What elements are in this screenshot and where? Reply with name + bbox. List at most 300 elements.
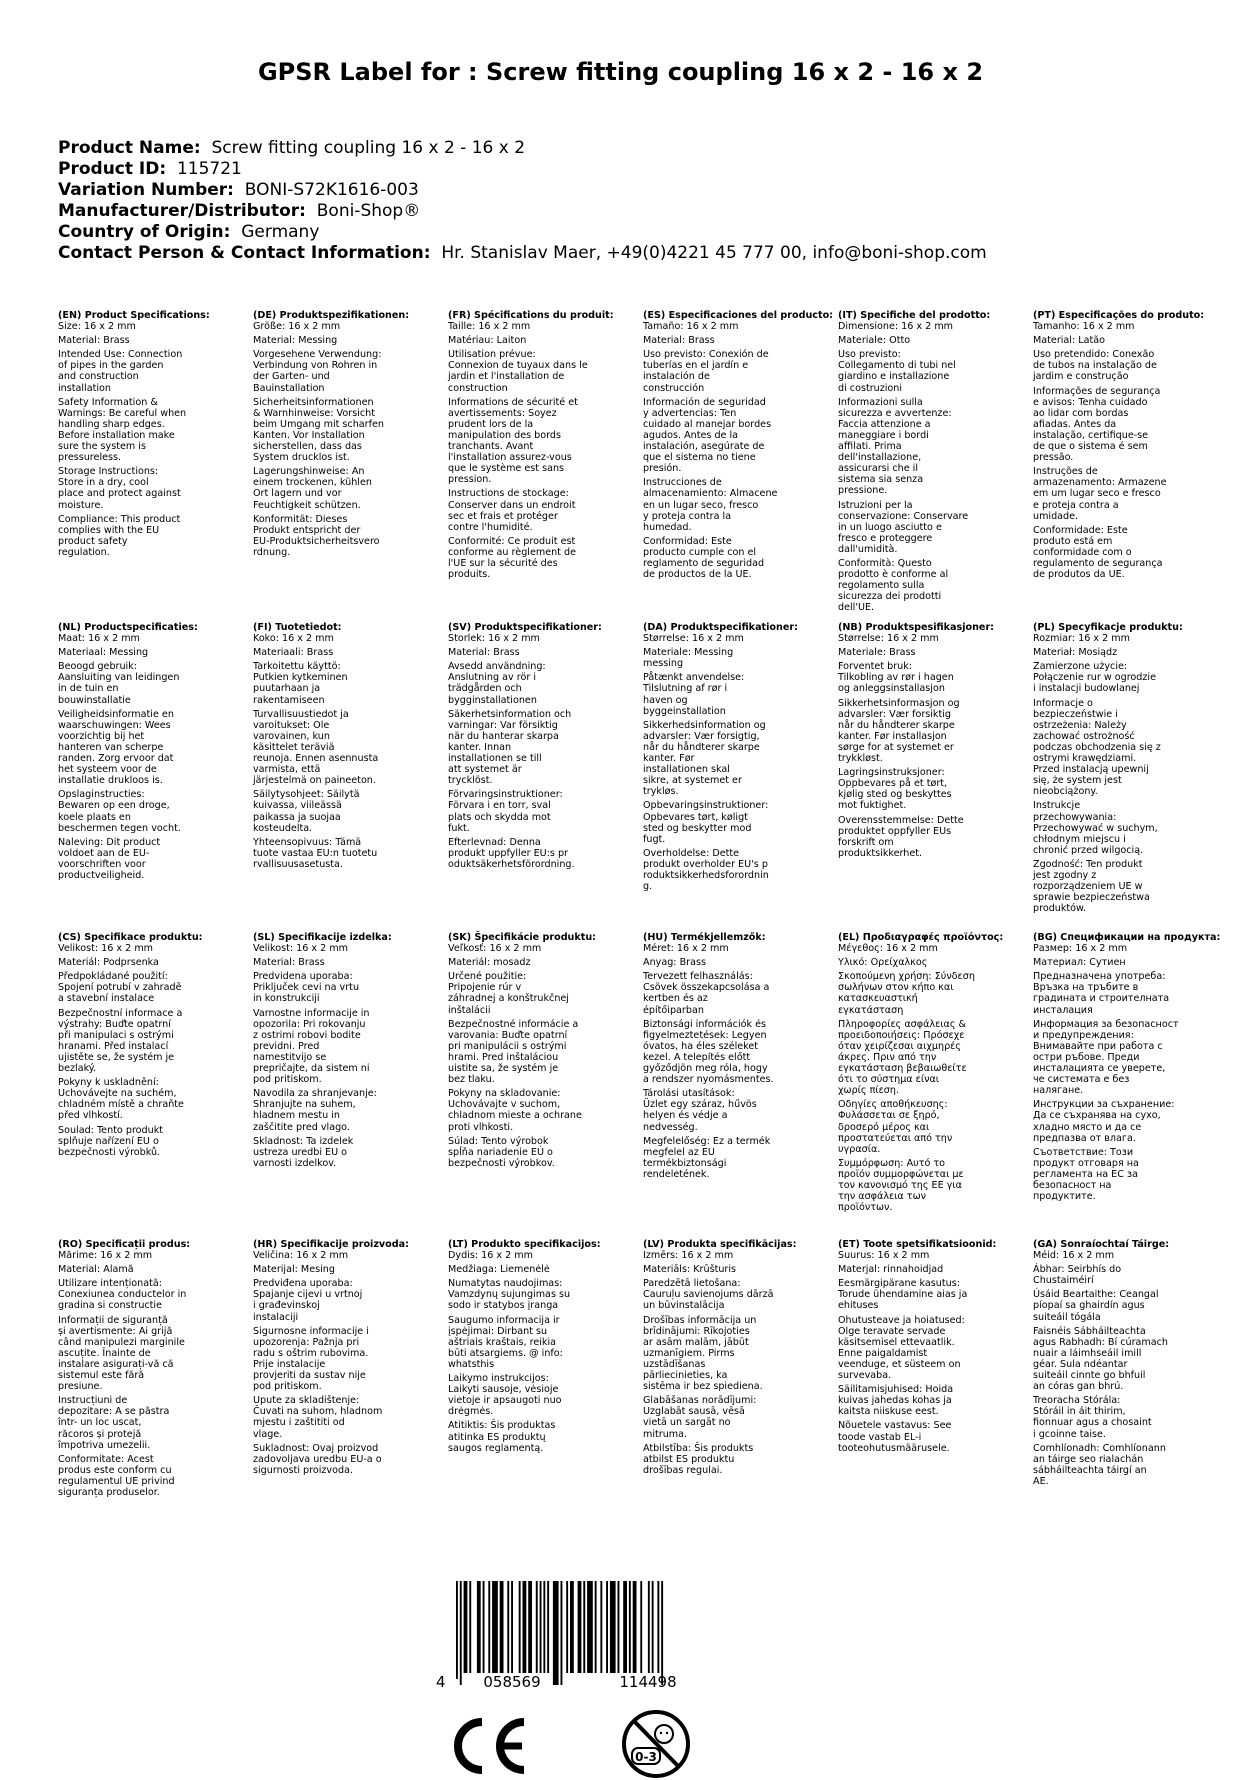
barcode-bar bbox=[540, 1581, 542, 1673]
spec-line: Eesmärgipärane kasutus: bbox=[838, 1278, 960, 1290]
spec-line: mjestu i zaštititi od bbox=[253, 1417, 345, 1429]
spec-line: Material: Messing bbox=[253, 335, 338, 347]
variation-number-value: BONI-S72K1616-003 bbox=[244, 180, 419, 200]
spec-line: Verbindung von Rohren in bbox=[253, 360, 378, 372]
spec-line: un būvinstalācija bbox=[643, 1300, 725, 1312]
spec-line: Predviđena uporaba: bbox=[253, 1278, 353, 1290]
spec-line: Naleving: Dit product bbox=[58, 836, 161, 848]
spec-line: Conformité: Ce produit est bbox=[448, 535, 576, 547]
manufacturer-label: Manufacturer/Distributor: bbox=[58, 201, 306, 221]
spec-line: Förvaringsinstruktioner: bbox=[448, 789, 563, 801]
spec-line: Dimensione: 16 x 2 mm bbox=[838, 321, 954, 333]
spec-line: Materjal: rinnahoidjad bbox=[838, 1264, 944, 1276]
spec-line: Torude ühendamine aias ja bbox=[838, 1289, 968, 1301]
spec-heading: (SV) Produktspecifikationer: bbox=[448, 622, 602, 633]
spec-line: installationen skal bbox=[643, 764, 730, 776]
spec-line: fresco e proteggere bbox=[838, 532, 933, 544]
spec-line: Informations de sécurité et bbox=[448, 396, 578, 408]
spec-line: produktów. bbox=[1033, 903, 1087, 915]
spec-line: Размер: 16 x 2 mm bbox=[1033, 943, 1128, 955]
spec-line: produkt uppfyller EU:s pr bbox=[448, 847, 569, 859]
spec-line: provjeriti da sustav nije bbox=[253, 1370, 366, 1382]
spec-heading: (FR) Spécifications du produit: bbox=[448, 310, 614, 321]
spec-line: spĺňa nariadenie EÚ o bbox=[448, 1146, 553, 1158]
barcode-bar bbox=[606, 1581, 608, 1673]
spec-line: εγκατάσταση βεβαιωθείτε bbox=[838, 1063, 967, 1075]
spec-heading: (RO) Specificații produs: bbox=[58, 1239, 191, 1250]
barcode-bar bbox=[460, 1581, 462, 1685]
spec-line: når du håndterer skarpe bbox=[838, 719, 955, 731]
spec-line: и предупреждения: bbox=[1033, 1029, 1134, 1041]
spec-line: Μέγεθος: 16 x 2 mm bbox=[838, 943, 938, 955]
spec-line: kosteudelta. bbox=[253, 822, 313, 834]
barcode-digit-first: 4 bbox=[436, 1673, 446, 1691]
spec-line: suiteáil cinnte go bhfuil bbox=[1033, 1370, 1146, 1382]
spec-line: Material: Brass bbox=[58, 335, 130, 347]
spec-line: e avisos: Tenha cuidado bbox=[1033, 396, 1148, 408]
spec-line: trykkløst. bbox=[838, 753, 883, 765]
spec-line: Πληροφορίες ασφάλειας & bbox=[838, 1018, 966, 1030]
spec-line: chladném místě a chraňte bbox=[58, 1099, 184, 1111]
spec-line: voorzichtig bij het bbox=[58, 730, 145, 742]
spec-line: zachować ostrożność bbox=[1033, 730, 1135, 742]
spec-line: pressão. bbox=[1033, 452, 1074, 464]
spec-line: beim Umgang mit scharfen bbox=[253, 418, 384, 430]
spec-block bbox=[1033, 622, 1223, 914]
spec-line: Rozmiar: 16 x 2 mm bbox=[1033, 633, 1130, 645]
spec-line: jardim e construção bbox=[1033, 371, 1129, 383]
barcode-bar bbox=[610, 1581, 616, 1673]
spec-line: Storage Instructions: bbox=[58, 466, 159, 478]
spec-line: rendeletének. bbox=[643, 1168, 710, 1180]
spec-line: Instrukcje bbox=[1033, 800, 1081, 812]
spec-line: g. bbox=[643, 881, 653, 893]
barcode-bar bbox=[652, 1581, 654, 1673]
spec-line: varmista, että bbox=[253, 764, 321, 776]
spec-line: kuivassa, viileässä bbox=[253, 800, 342, 812]
spec-line: Връзка на тръбите в bbox=[1033, 982, 1139, 994]
spec-line: Vamzdynų sujungimas su bbox=[448, 1289, 571, 1301]
spec-line: reunoja. Ennen asennusta bbox=[253, 753, 379, 765]
baby-face-icon bbox=[655, 1725, 673, 1743]
spec-line: Laikyti sausoje, vėsioje bbox=[448, 1384, 559, 1396]
spec-line: construction bbox=[448, 382, 508, 394]
product-info bbox=[58, 138, 987, 264]
barcode-bar bbox=[488, 1581, 490, 1673]
spec-heading: (DE) Produktspezifikationen: bbox=[253, 310, 410, 321]
spec-line: kertben és az bbox=[643, 993, 708, 1005]
spec-heading: (LV) Produkta specifikācijas: bbox=[643, 1239, 797, 1250]
spec-line: att systemet är bbox=[448, 764, 522, 776]
spec-line: Upute za skladištenje: bbox=[253, 1395, 360, 1407]
spec-heading: (ES) Especificaciones del producto: bbox=[643, 310, 834, 321]
spec-line: Connexion de tuyaux dans le bbox=[448, 360, 588, 372]
spec-line: bezpečnosti výrobků. bbox=[58, 1146, 161, 1158]
barcode-bar bbox=[536, 1581, 538, 1673]
spec-block bbox=[643, 1239, 833, 1476]
spec-line: Tilslutning af rør i bbox=[643, 683, 728, 695]
spec-line: Materiale: Messing bbox=[643, 647, 734, 659]
ean-barcode bbox=[434, 1581, 740, 1691]
spec-line: sørge for at systemet er bbox=[838, 741, 954, 753]
spec-line: Navodila za shranjevanje: bbox=[253, 1088, 377, 1100]
product-name-value: Screw fitting coupling 16 x 2 - 16 x 2 bbox=[211, 138, 526, 158]
spec-line: óvatos, ha éles széleket bbox=[643, 1040, 759, 1052]
product-id-row bbox=[58, 159, 987, 180]
spec-line: Информация за безопасност bbox=[1033, 1018, 1179, 1030]
spec-line: při manipulaci s ostrými bbox=[58, 1029, 174, 1041]
spec-line: Pripojenie rúr v bbox=[448, 982, 522, 994]
spec-line: pressione. bbox=[838, 485, 888, 497]
spec-line: Velikost: 16 x 2 mm bbox=[58, 943, 154, 955]
barcode-bar bbox=[661, 1581, 663, 1685]
spec-line: produits. bbox=[448, 569, 491, 581]
spec-line: Materiál: Podprsenka bbox=[58, 957, 159, 969]
spec-line: Opslaginstructies: bbox=[58, 789, 145, 801]
spec-line: mitruma. bbox=[643, 1428, 688, 1440]
spec-line: Да се съхранява на сухо, bbox=[1033, 1110, 1161, 1122]
spec-line: Warnings: Be careful when bbox=[58, 407, 187, 419]
spec-line: Instructions de stockage: bbox=[448, 488, 569, 500]
spec-heading: (CS) Specifikace produktu: bbox=[58, 932, 203, 943]
spec-line: almacenamiento: Almacene bbox=[643, 488, 778, 500]
spec-line: Materiāls: Krūšturis bbox=[643, 1264, 737, 1276]
spec-line: presión. bbox=[643, 463, 682, 475]
spec-line: Collegamento di tubi nel bbox=[838, 360, 956, 372]
spec-line: produs este conform cu bbox=[58, 1464, 172, 1476]
barcode-group-left: 058569 bbox=[483, 1673, 541, 1691]
spec-line: de produtos da UE. bbox=[1033, 569, 1125, 581]
spec-line: Glabāšanas norādījumi: bbox=[643, 1395, 757, 1407]
barcode-group-right: 114498 bbox=[619, 1673, 677, 1691]
spec-line: Anslutning av rör i bbox=[448, 672, 536, 684]
spec-line: Súlad: Tento výrobok bbox=[448, 1135, 549, 1147]
spec-line: píopaí sa ghairdín agus bbox=[1033, 1300, 1145, 1312]
spec-line: Size: 16 x 2 mm bbox=[58, 321, 136, 333]
spec-line: Υλικό: Ορείχαλκος bbox=[838, 957, 928, 969]
spec-line: kanter. Innan bbox=[448, 741, 512, 753]
barcode-bar bbox=[657, 1581, 659, 1673]
spec-line: Инструкции за съхранение: bbox=[1033, 1099, 1175, 1111]
spec-line: Conexiunea conductelor in bbox=[58, 1289, 187, 1301]
spec-line: a rendszer nyomásmentes. bbox=[643, 1074, 774, 1086]
spec-line: Zamierzone użycie: bbox=[1033, 661, 1128, 673]
spec-line: sodo ir statybos įranga bbox=[448, 1300, 559, 1312]
spec-line: Tárolási utasítások: bbox=[643, 1088, 735, 1100]
barcode-bar bbox=[587, 1581, 593, 1673]
spec-line: varoitukset: Ole bbox=[253, 719, 330, 731]
spec-line: upozorenja: Pažnja pri bbox=[253, 1336, 360, 1348]
spec-line: Conformità: Questo bbox=[838, 557, 932, 569]
spec-line: че системата е без bbox=[1033, 1074, 1130, 1086]
spec-line: Mărime: 16 x 2 mm bbox=[58, 1250, 153, 1262]
barcode-bar bbox=[600, 1581, 602, 1673]
spec-line: umidade. bbox=[1033, 510, 1079, 522]
spec-line: nuair a láimhseáil imill bbox=[1033, 1347, 1142, 1359]
spec-line: Üzlet egy száraz, hűvös bbox=[643, 1099, 757, 1111]
spec-line: namestitvijo se bbox=[253, 1051, 327, 1063]
variation-number-label: Variation Number: bbox=[58, 180, 234, 200]
spec-line: Čuvati na suhom, hladnom bbox=[253, 1406, 383, 1418]
spec-line: advarsler: Vær forsigtig, bbox=[643, 730, 760, 742]
spec-line: bezlaký. bbox=[58, 1063, 97, 1075]
spec-line: Izmērs: 16 x 2 mm bbox=[643, 1250, 734, 1262]
spec-line: Sigurnosne informacije i bbox=[253, 1325, 369, 1337]
spec-line: uistite sa, že systém je bbox=[448, 1063, 559, 1075]
spec-line: pārliecinieties, ka bbox=[643, 1370, 728, 1382]
spec-line: Внимавайте при работа с bbox=[1033, 1040, 1163, 1052]
spec-line: záhradnej a konštrukčnej bbox=[448, 993, 569, 1005]
barcode-bar bbox=[648, 1581, 650, 1673]
spec-line: di costruzioni bbox=[838, 382, 903, 394]
spec-block bbox=[838, 932, 1028, 1213]
spec-line: προϊόντων. bbox=[838, 1202, 893, 1214]
spec-block bbox=[448, 1239, 638, 1454]
spec-line: ostrymi krawędziami. bbox=[1033, 753, 1137, 765]
spec-line: afiadas. Antes da bbox=[1033, 418, 1117, 430]
spec-line: conforme au règlement de bbox=[448, 546, 576, 558]
spec-heading: (SK) Špecifikácie produktu: bbox=[448, 932, 597, 943]
spec-line: giardino e installazione bbox=[838, 371, 950, 383]
barcode-bar bbox=[595, 1581, 597, 1673]
spec-line: bouwinstallatie bbox=[58, 694, 131, 706]
spec-line: hladnem mestu in bbox=[253, 1110, 340, 1122]
spec-line: Csövek összekapcsolása a bbox=[643, 982, 770, 994]
spec-block bbox=[58, 1239, 248, 1498]
spec-line: reglamento de seguridad bbox=[643, 557, 765, 569]
spec-line: Safety Information & bbox=[58, 396, 158, 408]
spec-block bbox=[643, 622, 833, 892]
spec-line: Bauinstallation bbox=[253, 382, 325, 394]
spec-line: Tamaño: 16 x 2 mm bbox=[643, 321, 739, 333]
spec-line: Størrelse: 16 x 2 mm bbox=[643, 633, 744, 645]
spec-line: Overensstemmelse: Dette bbox=[838, 814, 964, 826]
spec-line: Veličina: 16 x 2 mm bbox=[253, 1250, 349, 1262]
spec-line: hrami. Pred inštaláciou bbox=[448, 1051, 559, 1063]
spec-line: Οδηγίες αποθήκευσης: bbox=[838, 1099, 948, 1111]
spec-line: Съответствие: Този bbox=[1033, 1146, 1134, 1158]
spec-line: avertissements: Soyez bbox=[448, 407, 557, 419]
spec-line: complies with the EU bbox=[58, 524, 160, 536]
spec-block bbox=[1033, 310, 1223, 580]
spec-line: sábháilteachta táirgí an bbox=[1033, 1464, 1147, 1476]
spec-line: järjestelmä on paineeton. bbox=[253, 775, 376, 787]
spec-line: installation bbox=[58, 382, 111, 394]
spec-line: puutarhaan ja bbox=[253, 683, 321, 695]
spec-line: pressureless. bbox=[58, 452, 122, 464]
spec-block bbox=[838, 1239, 1028, 1454]
barcode-bar bbox=[640, 1581, 642, 1673]
spec-line: Материал: Сутиен bbox=[1033, 957, 1126, 969]
spec-heading: (IT) Specifiche del prodotto: bbox=[838, 310, 991, 321]
spec-line: Utilisation prévue: bbox=[448, 349, 536, 361]
spec-line: Veiligheidsinformatie en bbox=[58, 708, 174, 720]
manufacturer-value: Boni-Shop® bbox=[316, 201, 421, 221]
spec-heading: (HR) Specifikacije proizvoda: bbox=[253, 1239, 409, 1250]
barcode-bar bbox=[500, 1581, 504, 1673]
spec-line: Uchovávajte v suchom, bbox=[448, 1099, 561, 1111]
spec-block bbox=[58, 310, 248, 558]
spec-line: saugos reglamentą. bbox=[448, 1442, 544, 1454]
spec-heading: (EN) Product Specifications: bbox=[58, 310, 210, 321]
spec-line: Taille: 16 x 2 mm bbox=[448, 321, 531, 333]
spec-line: helyen és védje a bbox=[643, 1110, 728, 1122]
barcode-bar bbox=[583, 1581, 585, 1673]
spec-line: z ostrimi robovi bodite bbox=[253, 1029, 361, 1041]
spec-line: ao lidar com bordas bbox=[1033, 407, 1129, 419]
spec-line: Atbilstība: Šis produkts bbox=[643, 1442, 754, 1454]
spec-block bbox=[448, 622, 638, 870]
spec-line: Φυλάσσεται σε ξηρό, bbox=[838, 1110, 940, 1122]
spec-line: ότι το σύστημα είναι bbox=[838, 1074, 940, 1086]
spec-line: of pipes in the garden bbox=[58, 360, 164, 372]
spec-line: kanter. Før installasjon bbox=[838, 730, 947, 742]
spec-line: in un luogo asciutto e bbox=[838, 521, 942, 533]
spec-line: AE. bbox=[1033, 1475, 1049, 1487]
spec-line: безопасност на bbox=[1033, 1179, 1112, 1191]
spec-line: conformidade com o bbox=[1033, 546, 1132, 558]
spec-line: maneggiare i bordi bbox=[838, 429, 929, 441]
spec-line: jardin et l'installation de bbox=[448, 371, 565, 383]
spec-block bbox=[1033, 1239, 1223, 1487]
spec-line: όταν χειρίζεσαι αιχμηρές bbox=[838, 1040, 961, 1052]
spec-line: géar. Sula ndéantar bbox=[1033, 1358, 1128, 1370]
spec-line: Atitiktis: Šis produktas bbox=[448, 1420, 556, 1432]
spec-line: ascuțite. Înainte de bbox=[58, 1347, 151, 1359]
spec-line: l'installation assurez-vous bbox=[448, 452, 572, 464]
spec-line: randen. Zorg ervoor dat bbox=[58, 753, 174, 765]
spec-line: ostrzeżenia: Należy bbox=[1033, 719, 1127, 731]
spec-line: Faccia attenzione a bbox=[838, 418, 931, 430]
barcode-bar bbox=[456, 1581, 458, 1685]
spec-line: armazenamento: Armazene bbox=[1033, 477, 1167, 489]
spec-line: Opbevares tørt, køligt bbox=[643, 811, 748, 823]
barcode-bar bbox=[528, 1581, 532, 1673]
spec-line: Spojení potrubí v zahradě bbox=[58, 982, 182, 994]
age-warning-text: 0-3 bbox=[635, 1750, 657, 1764]
spec-line: när du hanterar skarpa bbox=[448, 730, 559, 742]
spec-line: Laikymo instrukcijos: bbox=[448, 1373, 549, 1385]
spec-line: beschermen tegen vocht. bbox=[58, 822, 181, 834]
barcode-bar bbox=[464, 1581, 468, 1673]
spec-block bbox=[838, 310, 1028, 613]
spec-line: Shranjujte na suhem, bbox=[253, 1099, 356, 1111]
spec-line: in de tuin en bbox=[58, 683, 119, 695]
spec-line: aštriais kraštais, reikia bbox=[448, 1336, 557, 1348]
spec-line: Material: Latão bbox=[1033, 335, 1105, 347]
spec-heading: (EL) Προδιαγραφές προϊόντος: bbox=[838, 932, 1004, 943]
spec-line: prudent lors de la bbox=[448, 418, 534, 430]
spec-line: chladnom mieste a ochrane bbox=[448, 1110, 582, 1122]
country-value: Germany bbox=[241, 222, 320, 242]
spec-line: Materiał: Mosiądz bbox=[1033, 647, 1118, 659]
barcode-bar bbox=[469, 1581, 471, 1673]
spec-line: der Garten- und bbox=[253, 371, 330, 383]
spec-line: paikassa ja suojaa bbox=[253, 811, 341, 823]
spec-line: veenduge, et süsteem on bbox=[838, 1358, 961, 1370]
spec-line: dall'umidità. bbox=[838, 543, 898, 555]
spec-line: waarschuwingen: Wees bbox=[58, 719, 171, 731]
spec-line: productveiligheid. bbox=[58, 869, 145, 881]
spec-line: Información de seguridad bbox=[643, 396, 766, 408]
spec-heading: (FI) Tuotetiedot: bbox=[253, 622, 342, 633]
spec-line: pod pritiskom. bbox=[253, 1074, 322, 1086]
spec-line: Påtænkt anvendelse: bbox=[643, 672, 745, 684]
page-title: GPSR Label for : Screw fitting coupling 16 x 2 - 16 x 2 bbox=[257, 58, 984, 86]
spec-line: δροσερό μέρος και bbox=[838, 1121, 930, 1133]
spec-line: regulamento de segurança bbox=[1033, 557, 1163, 569]
spec-line: Dydis: 16 x 2 mm bbox=[448, 1250, 533, 1262]
spec-line: cuidado al manejar bordes bbox=[643, 418, 772, 430]
barcode-bars bbox=[456, 1581, 663, 1685]
spec-line: Saugumo informacija ir bbox=[448, 1314, 560, 1326]
spec-line: prepričajte, da sistem ni bbox=[253, 1063, 370, 1075]
spec-line: splňuje nařízení EU o bbox=[58, 1135, 159, 1147]
barcode-bar bbox=[570, 1581, 574, 1673]
spec-line: zaščitite pred vlago. bbox=[253, 1121, 350, 1133]
spec-line: produkt overholder EU's p bbox=[643, 858, 768, 870]
spec-line: y proteja contra la bbox=[643, 510, 732, 522]
spec-line: Určené použitie: bbox=[448, 971, 527, 983]
spec-line: atbilst ES produktu bbox=[643, 1453, 735, 1465]
barcode-gap bbox=[456, 1679, 458, 1691]
spec-line: regulation. bbox=[58, 546, 110, 558]
spec-line: Nõuetele vastavus: See bbox=[838, 1420, 952, 1432]
spec-line: tranchants. Avant bbox=[448, 441, 534, 453]
spec-block bbox=[643, 932, 833, 1180]
spec-line: Conformidad: Este bbox=[643, 535, 732, 547]
spec-line: termékbiztonsági bbox=[643, 1157, 727, 1169]
spec-line: Veľkosť: 16 x 2 mm bbox=[448, 943, 542, 955]
spec-line: nedvesség. bbox=[643, 1121, 698, 1133]
spec-line: την ασφάλεια των bbox=[838, 1191, 926, 1203]
spec-line: tooteohutusmäärusele. bbox=[838, 1442, 950, 1454]
spec-heading: (BG) Спецификации на продукта: bbox=[1033, 932, 1221, 943]
spec-line: Bezpečnostní informace a bbox=[58, 1007, 183, 1019]
spec-line: Předpokládané použití: bbox=[58, 971, 168, 983]
spec-line: voorschriften voor bbox=[58, 858, 146, 870]
spec-line: хладно място и да се bbox=[1033, 1121, 1142, 1133]
spec-line: sted og beskytter mod bbox=[643, 822, 752, 834]
spec-block bbox=[838, 622, 1028, 859]
spec-line: Säkerhetsinformation och bbox=[448, 708, 572, 720]
spec-line: Materijal: Mesing bbox=[253, 1264, 335, 1276]
spec-block bbox=[253, 622, 443, 870]
spec-line: продукт отговаря на bbox=[1033, 1157, 1139, 1169]
spec-line: in konstrukciji bbox=[253, 993, 320, 1005]
spec-line: Ort lagern und vor bbox=[253, 488, 342, 500]
spec-line: sicherstellen, dass das bbox=[253, 441, 362, 453]
spec-line: forskrift om bbox=[838, 836, 894, 848]
spec-line: koele plaats en bbox=[58, 811, 131, 823]
spec-line: Úsáid Beartaithe: Ceangal bbox=[1033, 1289, 1159, 1301]
spec-line: Przechowywać w suchym, bbox=[1033, 822, 1158, 834]
spec-line: tuote vastaa EU:n tuotetu bbox=[253, 847, 378, 859]
spec-line: Treoracha Stórála: bbox=[1033, 1395, 1121, 1407]
spec-line: varningar: Var försiktig bbox=[448, 719, 558, 731]
spec-heading: (LT) Produkto specifikacijos: bbox=[448, 1239, 601, 1250]
ce-mark-icon bbox=[450, 1718, 530, 1774]
spec-line: vietā un sargāt no bbox=[643, 1417, 731, 1429]
spec-line: Säilitamisjuhised: Hoida bbox=[838, 1384, 954, 1396]
spec-line: Medžiaga: Liemenėlė bbox=[448, 1264, 550, 1276]
spec-line: építőiparban bbox=[643, 1004, 704, 1016]
spec-line: προϊόν συμμορφώνεται με bbox=[838, 1168, 964, 1180]
spec-block bbox=[643, 310, 833, 580]
spec-line: i gcoinne taise. bbox=[1033, 1428, 1106, 1440]
spec-line: product safety bbox=[58, 535, 128, 547]
spec-line: handling sharp edges. bbox=[58, 418, 165, 430]
